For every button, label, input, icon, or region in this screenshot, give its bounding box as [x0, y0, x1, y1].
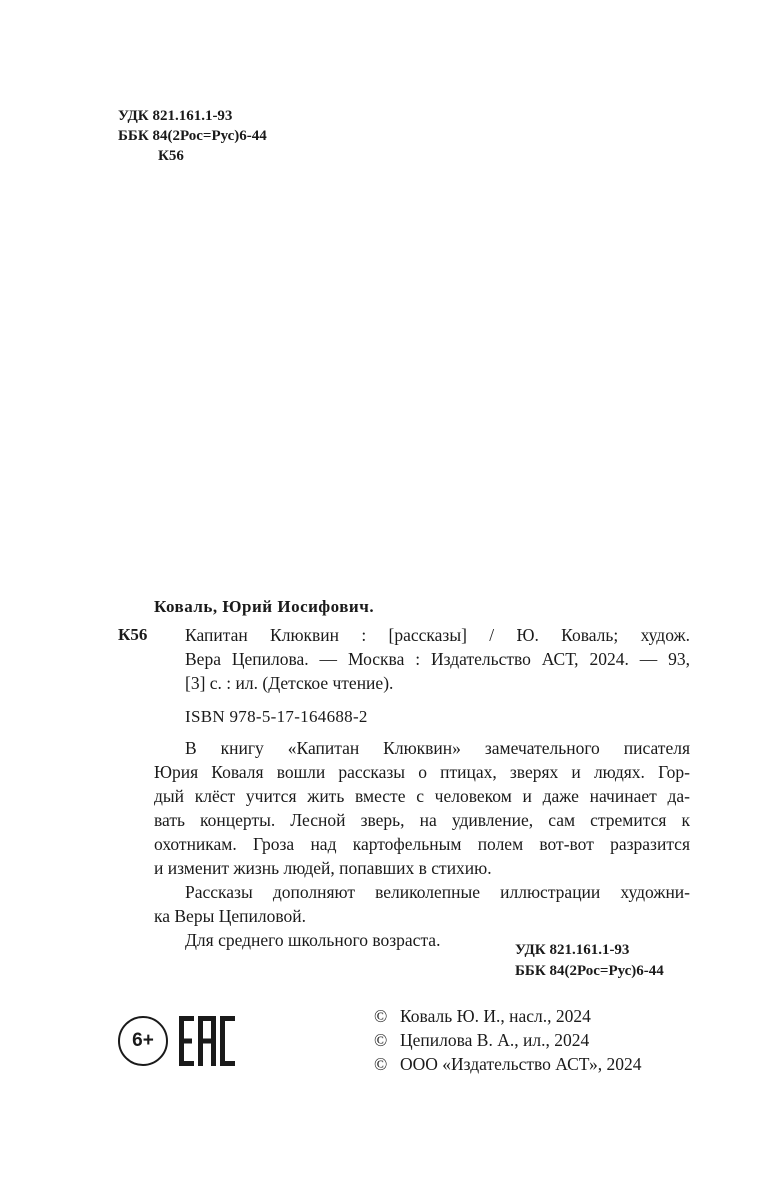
copyright-line [374, 1028, 641, 1052]
bibliographic-description [185, 623, 690, 695]
author-mark-record: К56 [118, 625, 148, 644]
annotation-line: Рассказы дополняют великолепные иллюстрации художни- [185, 882, 690, 902]
age-rating-badge [118, 1016, 168, 1066]
copyright-text: Коваль Ю. И., насл., 2024 [400, 1006, 591, 1026]
udk-code: УДК 821.161.1-93 [515, 942, 630, 958]
author-mark: К56 [158, 148, 184, 164]
description-line: Капитан Клюквин : [рассказы] / Ю. Коваль; худож. [185, 625, 690, 645]
author-heading: Коваль, Юрий Иосифович. [154, 597, 375, 616]
copyright-line [374, 1052, 641, 1076]
copyright-symbol: © [374, 1030, 388, 1050]
udk-code: УДК 821.161.1-93 [118, 108, 233, 124]
description-line: Вера Цепилова. — Москва : Издательство АСТ, 2024. — 93, [185, 649, 690, 669]
copyright-text: Цепилова В. А., ил., 2024 [400, 1030, 590, 1050]
annotation-line: ка Веры Цепиловой. [154, 906, 306, 926]
bottom-classification-codes [515, 940, 664, 982]
annotation-line: и изменит жизнь людей, попавших в стихию. [154, 858, 492, 878]
annotation [154, 736, 690, 952]
annotation-line: дый клёст учится жить вместе с человеком и даже начинает да- [154, 786, 690, 806]
audience-note: Для среднего школьного возраста. [185, 930, 441, 950]
annotation-line: вать концерты. Лесной зверь, на удивление, сам стремится к [154, 810, 690, 830]
annotation-line: В книгу «Капитан Клюквин» замечательного писателя [185, 738, 690, 758]
isbn: ISBN 978-5-17-164688-2 [185, 707, 368, 726]
copyright-line [374, 1004, 641, 1028]
age-rating-text: 6+ [132, 1030, 154, 1051]
copyright-symbol: © [374, 1006, 388, 1026]
top-classification-codes [118, 106, 267, 166]
copyright-symbol: © [374, 1054, 388, 1074]
annotation-line: Юрия Коваля вошли рассказы о птицах, зверях и людях. Гор- [154, 762, 690, 782]
bbk-code: ББК 84(2Рос=Рус)6-44 [515, 963, 664, 979]
copyright-block [374, 1004, 641, 1076]
eac-logo [178, 1013, 236, 1069]
description-line: [3] с. : ил. (Детское чтение). [185, 673, 394, 693]
bbk-code: ББК 84(2Рос=Рус)6-44 [118, 128, 267, 144]
copyright-text: ООО «Издательство АСТ», 2024 [400, 1054, 642, 1074]
annotation-line: охотникам. Гроза над картофельным полем вот-вот разразится [154, 834, 690, 854]
